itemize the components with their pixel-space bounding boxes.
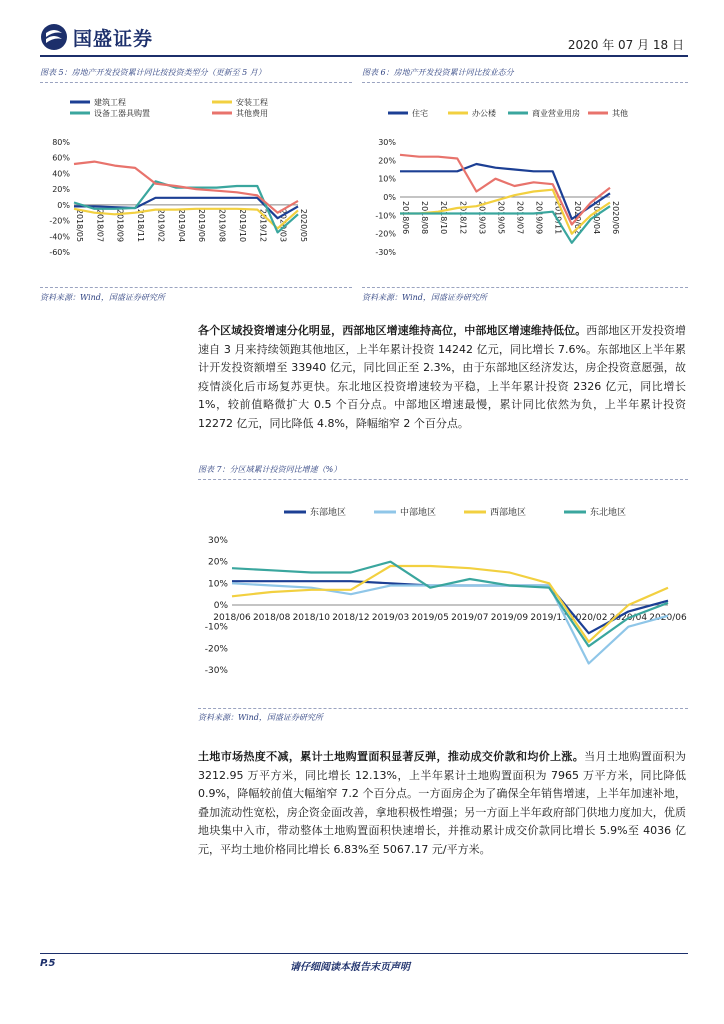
fig6-top-rule [362, 82, 688, 83]
fig7-chart [198, 485, 688, 707]
fig5-xtick-2: 2018/09 [115, 208, 125, 243]
fig6-xtick-8: 2019/11 [553, 201, 563, 235]
footer-disclaimer: 请仔细阅读本报告末页声明 [290, 962, 410, 973]
fig7-xtick-2: 2018/10 [292, 613, 330, 623]
fig7-source: 资料来源：Wind，国盛证券研究所 [198, 713, 323, 722]
fig7-legend-label-0: 东部地区 [310, 508, 347, 518]
report-date: 2020 年 07 月 18 日 [567, 38, 684, 52]
fig6-legend-label-1: 办公楼 [472, 109, 496, 118]
fig7-ytick-4: -10% [204, 622, 228, 633]
fig7-top-rule [198, 479, 688, 480]
fig6-xtick-4: 2019/03 [477, 201, 487, 235]
fig5-xtick-6: 2019/06 [197, 208, 207, 243]
fig6-ytick-6: -30% [375, 248, 396, 257]
fig7-legend-label-2: 西部地区 [490, 508, 527, 518]
paragraph-land-market [198, 748, 686, 859]
fig6-xtick-11: 2020/06 [611, 201, 620, 235]
fig5-bottom-rule [40, 287, 352, 288]
fig7-ytick-2: 10% [207, 579, 228, 590]
fig5-legend-label-1: 安装工程 [236, 98, 268, 107]
fig5-xtick-7: 2019/08 [217, 208, 227, 243]
fig5-chart [40, 88, 352, 283]
fig5-ytick-7: -60% [49, 248, 70, 257]
paragraph1-lead: 各个区域投资增速分化明显，西部地区增速维持高位，中部地区增速维持低位。 [198, 324, 587, 337]
fig6-xtick-0: 2018/06 [401, 201, 410, 235]
fig7-bottom-rule [198, 708, 688, 709]
fig7-xtick-4: 2019/03 [371, 613, 410, 623]
fig5-top-rule [40, 82, 352, 83]
fig6-xtick-5: 2019/05 [496, 201, 506, 235]
fig7-xtick-11: 2020/06 [649, 613, 687, 623]
header-rule [40, 55, 688, 57]
paragraph-regional-investment [198, 322, 686, 433]
fig7-xtick-7: 2019/09 [490, 613, 529, 623]
fig5-xtick-10: 2020/03 [278, 208, 288, 243]
company-logo [40, 22, 153, 52]
fig5-xtick-9: 2019/12 [258, 208, 268, 243]
fig6-xtick-6: 2019/07 [515, 201, 525, 235]
fig7-legend-label-3: 东北地区 [590, 508, 627, 518]
fig6-xtick-1: 2018/08 [420, 201, 430, 235]
fig5-ytick-6: -40% [49, 232, 70, 242]
fig7-xtick-5: 2019/05 [411, 613, 449, 623]
fig7-series-2 [232, 566, 668, 642]
fig7-series-0 [232, 581, 668, 633]
fig7-series-3 [232, 562, 668, 647]
paragraph2-lead: 土地市场热度不减，累计土地购置面积显著反弹，推动成交价款和均价上涨。 [198, 750, 585, 763]
fig6-ytick-0: 30% [378, 138, 396, 147]
fig7-xtick-8: 2019/11 [530, 613, 568, 623]
fig5-legend-label-0: 建筑工程 [94, 98, 126, 107]
fig7-series-1 [232, 583, 668, 663]
fig6-chart [362, 88, 688, 283]
fig5-caption: 图表 5：房地产开发投资累计同比按投资类型分（更新至 5 月） [40, 68, 266, 77]
fig5-xtick-1: 2018/07 [95, 208, 105, 243]
fig5-xtick-3: 2018/11 [136, 208, 146, 243]
fig6-ytick-4: -10% [375, 211, 396, 221]
footer-rule [40, 953, 688, 954]
fig5-ytick-0: 80% [52, 138, 70, 147]
fig7-xtick-9: 2020/02 [570, 613, 608, 623]
paragraph1-body: 西部地区开发投资增速自 3 月来持续领跑其他地区，上半年累计投资 14242 亿元，同比增长 7.6%。东部地区上半年累计开发投资额增至 33940 亿元，同比回正至 2.3%，由于东部地区经济发达，房企投资意愿强，故疫情淡化后市场复苏更快。东北地区投资增速较为平稳，上半年累计投资 2326 亿元，同比增长 1%，较前值略微扩大 0.5 个百分点。中部地区增速最慢，累计同比依然为负，上半年累计投资 12272 亿元，同比降低 4.8%，降幅缩窄 2 个百分点。 [198, 324, 687, 430]
page-number: P.5 [40, 958, 56, 969]
fig7-ytick-5: -20% [204, 644, 228, 655]
fig5-ytick-2: 40% [52, 169, 70, 179]
fig5-ytick-1: 60% [52, 153, 70, 163]
fig7-xtick-1: 2018/08 [252, 613, 291, 623]
fig6-xtick-3: 2018/12 [458, 201, 468, 235]
fig7-xtick-6: 2019/07 [451, 613, 489, 623]
fig6-ytick-5: -20% [375, 229, 396, 239]
fig5-ytick-4: 0% [57, 200, 70, 210]
fig5-ytick-3: 20% [52, 185, 70, 195]
fig6-ytick-3: 0% [383, 193, 396, 202]
fig7-ytick-0: 30% [207, 536, 228, 546]
fig6-legend-label-2: 商业营业用房 [532, 109, 580, 118]
fig6-xtick-9: 2020/02 [572, 201, 582, 235]
fig5-legend-label-3: 其他费用 [236, 109, 268, 118]
fig5-xtick-0: 2018/05 [75, 208, 84, 243]
fig6-ytick-2: 10% [378, 174, 396, 184]
fig7-ytick-6: -30% [204, 666, 228, 676]
fig5-xtick-5: 2019/04 [176, 208, 186, 243]
fig5-xtick-11: 2020/05 [299, 208, 308, 243]
fig7-ytick-3: 0% [213, 601, 228, 611]
fig7-xtick-0: 2018/06 [213, 613, 251, 623]
fig6-bottom-rule [362, 287, 688, 288]
fig5-ytick-5: -20% [49, 216, 70, 226]
fig6-caption: 图表 6：房地产开发投资累计同比按业态分 [362, 68, 514, 77]
fig5-legend-label-2: 设备工器具购置 [94, 109, 150, 118]
fig5-source: 资料来源：Wind，国盛证券研究所 [40, 293, 165, 302]
company-name: 国盛证券 [73, 27, 154, 50]
fig6-legend-label-0: 住宅 [412, 109, 428, 118]
fig6-xtick-10: 2020/04 [591, 201, 601, 235]
fig7-legend-label-1: 中部地区 [400, 508, 437, 518]
fig6-legend-label-3: 其他 [612, 109, 628, 118]
fig6-ytick-1: 20% [378, 156, 396, 166]
logo-icon [40, 23, 68, 51]
paragraph2-body: 当月土地购置面积为 3212.95 万平方米，同比增长 12.13%，上半年累计土地购置面积为 7965 万平方米，同比降低 0.9%，降幅较前值大幅缩窄 7.2 个百分点。一方面房企为了确保全年销售增速，上半年加速补地，叠加流动性宽松，房企资金面改善，拿地积极性增强；另一方面上半年政府部门供地力度加大，优质地块集中入市，带动整体土地购置面积快速增长，并推动累计成交价款同比增长 5.9%至 4036 亿元，平均土地价格同比增长 6.83%至 5067.17 元/平方米。 [198, 750, 686, 856]
fig7-xtick-3: 2018/12 [332, 613, 370, 623]
fig7-xtick-10: 2020/04 [609, 613, 648, 623]
fig7-caption: 图表 7：分区域累计投资同比增速（%） [198, 465, 342, 474]
fig6-xtick-7: 2019/09 [534, 201, 544, 235]
fig6-xtick-2: 2018/10 [439, 201, 449, 235]
fig7-ytick-1: 20% [207, 557, 228, 568]
fig6-source: 资料来源：Wind，国盛证券研究所 [362, 293, 487, 302]
fig5-xtick-8: 2019/10 [237, 208, 247, 243]
fig5-xtick-4: 2019/02 [156, 208, 166, 243]
